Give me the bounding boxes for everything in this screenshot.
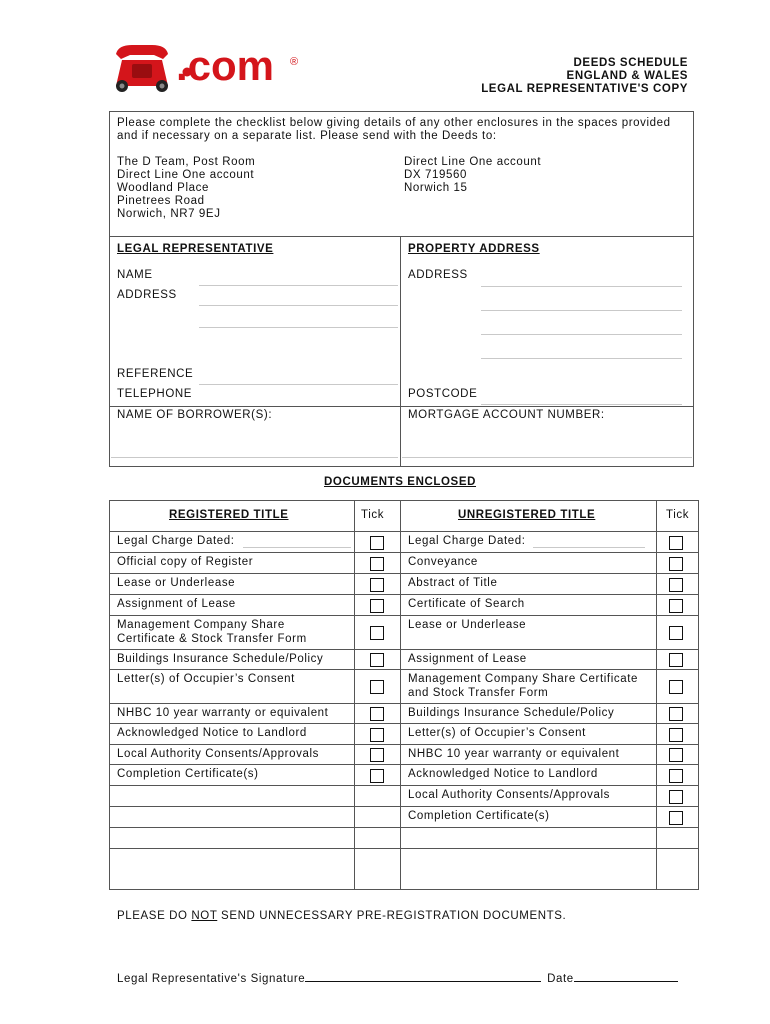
- unregistered-tick-checkbox[interactable]: [669, 769, 683, 783]
- table-row-line: [109, 848, 699, 849]
- registered-tick-checkbox[interactable]: [370, 578, 384, 592]
- property-address-field-4[interactable]: [481, 358, 682, 359]
- unregistered-tick-checkbox[interactable]: [669, 557, 683, 571]
- address-right: [404, 156, 541, 195]
- unregistered-item: Letter(s) of Occupier’s Consent: [408, 727, 586, 739]
- table-row-line: [109, 594, 699, 595]
- borrowers-field[interactable]: [111, 457, 398, 458]
- registered-item: Official copy of Register: [117, 556, 254, 568]
- registered-item: Assignment of Lease: [117, 598, 236, 610]
- unregistered-tick-checkbox[interactable]: [669, 578, 683, 592]
- tick-header-right: Tick: [666, 509, 690, 521]
- unregistered-item: Local Authority Consents/Approvals: [408, 789, 610, 801]
- address-left-line: The D Team, Post Room: [117, 156, 256, 168]
- registered-tick-checkbox[interactable]: [370, 728, 384, 742]
- address-left-line: Direct Line One account: [117, 169, 255, 181]
- address-right-line: DX 719560: [404, 169, 467, 181]
- header-line-3: LEGAL REPRESENTATIVE'S COPY: [481, 83, 688, 95]
- registered-item: Lease or Underlease: [117, 577, 236, 589]
- unregistered-item: Acknowledged Notice to Landlord: [408, 768, 598, 780]
- unregistered-heading: UNREGISTERED TITLE: [458, 509, 596, 521]
- table-row-line: [109, 669, 699, 670]
- unregistered-tick-checkbox[interactable]: [669, 811, 683, 825]
- postcode-field[interactable]: [481, 404, 682, 405]
- registered-tick-checkbox[interactable]: [370, 707, 384, 721]
- intro-line-1: Please complete the checklist below giving details of any other enclosures in the spaces provided: [117, 117, 671, 129]
- registered-tick-checkbox[interactable]: [370, 599, 384, 613]
- postcode-label: POSTCODE: [408, 388, 478, 400]
- unregistered-item: Completion Certificate(s): [408, 810, 550, 822]
- unregistered-tick-checkbox[interactable]: [669, 680, 683, 694]
- warning-text: [117, 910, 566, 923]
- table-row-line: [109, 531, 699, 532]
- registered-mark: ®: [290, 56, 299, 68]
- unregistered-item: Conveyance: [408, 556, 478, 568]
- table-col-line: [400, 500, 401, 890]
- address-left-line: Norwich, NR7 9EJ: [117, 208, 221, 220]
- table-row-line: [109, 744, 699, 745]
- logo-text: .com: [176, 42, 275, 89]
- header-line-1: DEEDS SCHEDULE: [573, 57, 688, 69]
- company-logo: [108, 42, 308, 94]
- warning-pre: PLEASE DO: [117, 910, 192, 922]
- unregistered-item: Lease or Underlease: [408, 619, 527, 631]
- legal-rep-heading: LEGAL REPRESENTATIVE: [117, 243, 274, 255]
- mortgage-field[interactable]: [402, 457, 692, 458]
- unregistered-item: NHBC 10 year warranty or equivalent: [408, 748, 620, 760]
- table-row-line: [109, 573, 699, 574]
- legal-address-field-2[interactable]: [199, 327, 398, 328]
- registered-item: Letter(s) of Occupier’s Consent: [117, 673, 295, 685]
- details-box: [109, 236, 694, 467]
- registered-item: Buildings Insurance Schedule/Policy: [117, 653, 324, 665]
- registered-tick-checkbox[interactable]: [370, 626, 384, 640]
- unregistered-legal-charge-date-field[interactable]: [533, 547, 645, 548]
- signature-label: Legal Representative's Signature: [117, 973, 306, 985]
- unregistered-tick-checkbox[interactable]: [669, 790, 683, 804]
- registered-tick-checkbox[interactable]: [370, 748, 384, 762]
- table-col-line: [354, 500, 355, 890]
- intro-line-2: and if necessary on a separate list. Please send with the Deeds to:: [117, 130, 497, 142]
- address-right-line: Norwich 15: [404, 182, 468, 194]
- table-row-line: [109, 723, 699, 724]
- registered-heading: REGISTERED TITLE: [169, 509, 289, 521]
- header-line-2: ENGLAND & WALES: [566, 70, 688, 82]
- registered-tick-checkbox[interactable]: [370, 680, 384, 694]
- legal-charge-date-field[interactable]: [243, 547, 351, 548]
- registered-item: Acknowledged Notice to Landlord: [117, 727, 307, 739]
- table-row-line: [109, 615, 699, 616]
- unregistered-tick-checkbox[interactable]: [669, 728, 683, 742]
- tick-header-left: Tick: [361, 509, 385, 521]
- address-right-line: Direct Line One account: [404, 156, 542, 168]
- property-address-field-3[interactable]: [481, 334, 682, 335]
- table-row-line: [109, 703, 699, 704]
- details-divider: [400, 236, 401, 467]
- table-row-line: [109, 649, 699, 650]
- unregistered-tick-checkbox[interactable]: [669, 536, 683, 550]
- header-title: [481, 57, 688, 96]
- date-field[interactable]: [574, 971, 678, 982]
- registered-item: Completion Certificate(s): [117, 768, 259, 780]
- property-address-field-1[interactable]: [481, 286, 682, 287]
- table-row-line: [109, 806, 699, 807]
- reference-label: REFERENCE: [117, 368, 194, 380]
- unregistered-tick-checkbox[interactable]: [669, 599, 683, 613]
- table-col-line: [656, 500, 657, 890]
- unregistered-item: Certificate of Search: [408, 598, 525, 610]
- legal-address-label: ADDRESS: [117, 289, 177, 301]
- unregistered-tick-checkbox[interactable]: [669, 653, 683, 667]
- registered-tick-checkbox[interactable]: [370, 653, 384, 667]
- property-address-label: ADDRESS: [408, 269, 468, 281]
- property-address-field-2[interactable]: [481, 310, 682, 311]
- telephone-label: TELEPHONE: [117, 388, 193, 400]
- borrowers-divider: [109, 406, 694, 407]
- address-left-line: Pinetrees Road: [117, 195, 205, 207]
- unregistered-item: Abstract of Title: [408, 577, 498, 589]
- property-heading: PROPERTY ADDRESS: [408, 243, 540, 255]
- registered-tick-checkbox[interactable]: [370, 536, 384, 550]
- table-row-line: [109, 827, 699, 828]
- unregistered-tick-checkbox[interactable]: [669, 626, 683, 640]
- date-label: Date: [547, 973, 574, 985]
- unregistered-item: Management Company Share Certificate and Stock Transfer Form: [408, 673, 638, 699]
- signature-row: [117, 971, 678, 986]
- table-row-line: [109, 785, 699, 786]
- unregistered-item: Buildings Insurance Schedule/Policy: [408, 707, 615, 719]
- unregistered-tick-checkbox[interactable]: [669, 707, 683, 721]
- unregistered-tick-checkbox[interactable]: [669, 748, 683, 762]
- legal-address-field-1[interactable]: [199, 305, 398, 306]
- mortgage-label: MORTGAGE ACCOUNT NUMBER:: [408, 409, 605, 421]
- warning-not: NOT: [191, 910, 218, 922]
- table-row-line: [109, 552, 699, 553]
- borrowers-label: NAME OF BORROWER(S):: [117, 409, 273, 421]
- table-row-line: [109, 764, 699, 765]
- registered-item: NHBC 10 year warranty or equivalent: [117, 707, 329, 719]
- name-label: NAME: [117, 269, 153, 281]
- unregistered-item: Legal Charge Dated:: [408, 535, 526, 547]
- intro-text: [117, 117, 671, 143]
- address-left: [117, 156, 255, 221]
- reference-field[interactable]: [199, 384, 398, 385]
- registered-tick-checkbox[interactable]: [370, 769, 384, 783]
- warning-post: SEND UNNECESSARY PRE-REGISTRATION DOCUMENTS.: [217, 910, 567, 922]
- registered-tick-checkbox[interactable]: [370, 557, 384, 571]
- unregistered-item: Assignment of Lease: [408, 653, 527, 665]
- registered-item: Local Authority Consents/Approvals: [117, 748, 319, 760]
- documents-heading: DOCUMENTS ENCLOSED: [324, 476, 477, 488]
- registered-item: Management Company Share Certificate & Stock Transfer Form: [117, 619, 307, 645]
- name-field[interactable]: [199, 285, 398, 286]
- signature-field[interactable]: [305, 971, 541, 982]
- registered-item: Legal Charge Dated:: [117, 535, 235, 547]
- address-left-line: Woodland Place: [117, 182, 209, 194]
